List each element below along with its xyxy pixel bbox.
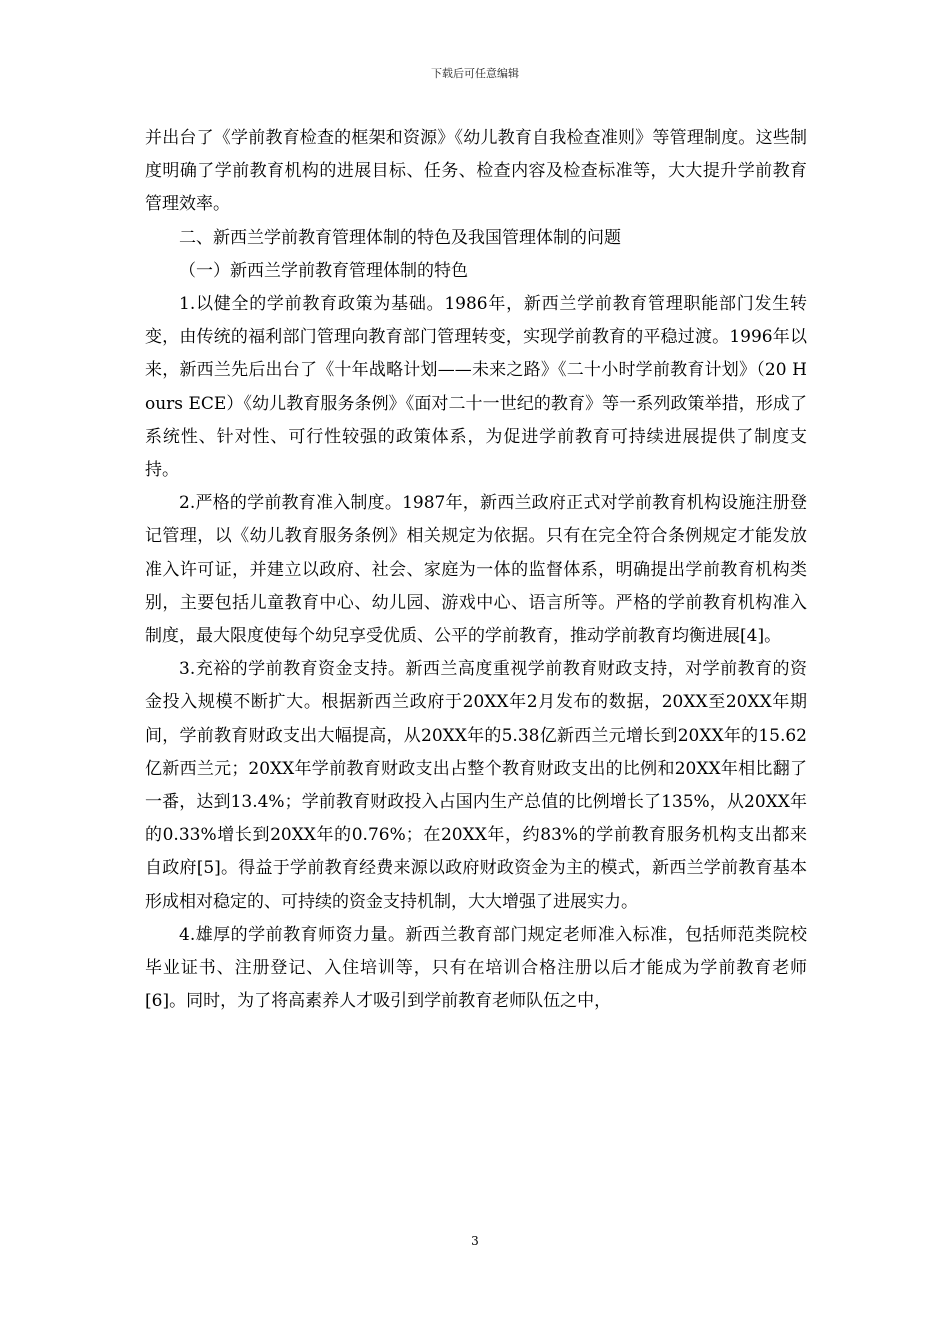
page-header: 下载后可任意编辑	[431, 67, 519, 80]
section-heading: 二、新西兰学前教育管理体制的特色及我国管理体制的问题	[179, 227, 621, 248]
paragraph: 1.以健全的学前教育政策为基础。1986年，新西兰学前教育管理职能部门发生转变，由传统的福利部门管理向教育部门管理转变，实现学前教育的平稳过渡。1996年以来，新西兰先后出台了《十年战略计划——未来之路》《二十小时学前教育计划》（20 Hours ECE）《幼儿教育服务条例》《面对二十一世纪的教育》等一系列政策举措，形成了系统性、针对性、可行性较强的政策体系，为促进学前教育可持续进展提供了制度支持。	[145, 294, 807, 481]
subsection-heading: （一）新西兰学前教育管理体制的特色	[179, 260, 468, 281]
paragraph: 4.雄厚的学前教育师资力量。新西兰教育部门规定老师准入标准，包括师范类院校毕业证书、注册登记、入住培训等，只有在培训合格注册以后才能成为学前教育老师[6]。同时，为了将高素养人才吸引到学前教育老师队伍之中，	[145, 924, 807, 1012]
paragraph: 并出台了《学前教育检查的框架和资源》《幼儿教育自我检查准则》等管理制度。这些制度明确了学前教育机构的进展目标、任务、检查内容及检查标准等，大大提升学前教育管理效率。	[145, 128, 807, 215]
paragraph: 2.严格的学前教育准入制度。1987年，新西兰政府正式对学前教育机构设施注册登记管理，以《幼儿教育服务条例》相关规定为依据。只有在完全符合条例规定才能发放准入许可证，并建立以政府、社会、家庭为一体的监督体系，明确提出学前教育机构类别，主要包括儿童教育中心、幼儿园、游戏中心、语言所等。严格的学前教育机构准入制度，最大限度使每个幼兒享受优质、公平的学前教育，推动学前教育均衡进展[4]。	[145, 493, 807, 647]
document-body	[145, 122, 807, 1018]
paragraph: 3.充裕的学前教育资金支持。新西兰高度重视学前教育财政支持，对学前教育的资金投入规模不断扩大。根据新西兰政府于20XX年2月发布的数据，20XX至20XX年期间，学前教育财政支出大幅提高，从20XX年的5.38亿新西兰元增长到20XX年的15.62亿新西兰元；20XX年学前教育财政支出占整个教育财政支出的比例和20XX年相比翻了一番，达到13.4%；学前教育财政投入占国内生产总值的比例增长了135%，从20XX年的0.33%增长到20XX年的0.76%；在20XX年，约83%的学前教育服务机构支出都来自政府[5]。得益于学前教育经费来源以政府财政资金为主的模式，新西兰学前教育基本形成相对稳定的、可持续的资金支持机制，大大增强了进展实力。	[145, 659, 807, 912]
page-number: 3	[471, 1234, 479, 1248]
